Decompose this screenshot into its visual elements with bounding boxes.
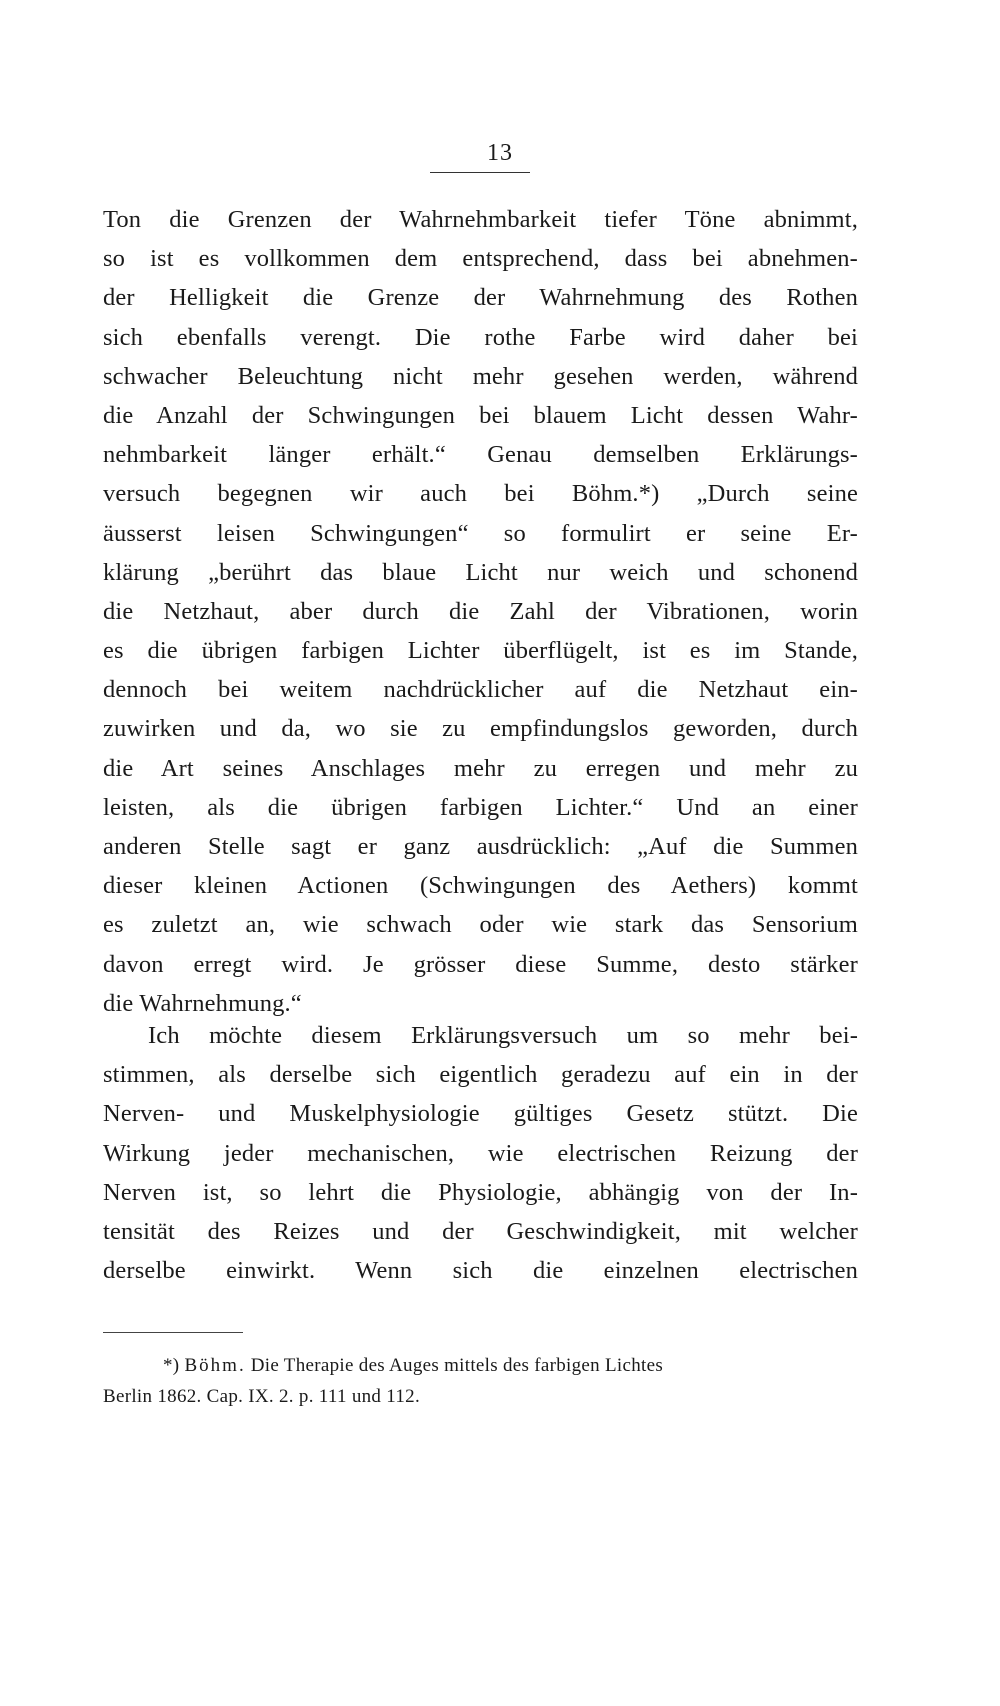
text-line: Ton die Grenzen der Wahrnehmbarkeit tiefer Töne abnimmt, <box>103 206 858 233</box>
page-number: 13 <box>487 140 513 166</box>
text-line: es die übrigen farbigen Lichter überflügelt, ist es im Stande, <box>103 637 858 665</box>
text-line: schwacher Beleuchtung nicht mehr gesehen werden, während <box>103 362 858 390</box>
text-line: zuwirken und da, wo sie zu empfindungslos geworden, durch <box>103 715 858 743</box>
text-line: klärung „berührt das blaue Licht nur weich und schonend <box>103 558 858 586</box>
text-line: stimmen, als derselbe sich eigentlich geradezu auf ein in der <box>103 1061 858 1089</box>
text-line: derselbe einwirkt. Wenn sich die einzelnen electrischen <box>103 1257 858 1285</box>
text-line: Nerven- und Muskelphysiologie gültiges Gesetz stützt. Die <box>103 1100 858 1128</box>
footnote-rule <box>103 1332 243 1333</box>
text-line: die Art seines Anschlages mehr zu erregen und mehr zu <box>103 754 858 782</box>
text-line: die Wahrnehmung.“ <box>103 989 302 1017</box>
footnote <box>103 1350 858 1412</box>
text-line: versuch begegnen wir auch bei Böhm.*) „Durch seine <box>103 480 858 508</box>
footnote-line <box>103 1350 858 1381</box>
footnote-line: Berlin 1862. Cap. IX. 2. p. 111 und 112. <box>103 1386 421 1407</box>
text-line: der Helligkeit die Grenze der Wahrnehmung des Rothen <box>103 284 858 312</box>
text-line: anderen Stelle sagt er ganz ausdrücklich: „Auf die Summen <box>103 833 858 860</box>
paragraph-1 <box>103 200 858 1023</box>
text-line: es zuletzt an, wie schwach oder wie stark das Sensorium <box>103 911 858 939</box>
footnote-title: Die Therapie des Auges mittels des farbigen Lichtes <box>250 1355 664 1376</box>
text-line: nehmbarkeit länger erhält.“ Genau demselben Erklärungs- <box>103 441 858 469</box>
text-line: leisten, als die übrigen farbigen Lichter.“ Und an einer <box>103 793 858 821</box>
text-line: sich ebenfalls verengt. Die rothe Farbe wird daher bei <box>103 323 858 351</box>
text-line: dieser kleinen Actionen (Schwingungen des Aethers) kommt <box>103 872 858 900</box>
text-line: so ist es vollkommen dem entsprechend, dass bei abnehmen- <box>103 245 858 273</box>
text-line: äusserst leisen Schwingungen“ so formulirt er seine Er- <box>103 519 858 547</box>
text-line: Ich möchte diesem Erklärungsversuch um so mehr bei- <box>148 1022 858 1049</box>
footnote-marker: *) <box>163 1355 180 1376</box>
header-rule <box>430 172 530 173</box>
text-line: Nerven ist, so lehrt die Physiologie, abhängig von der In- <box>103 1178 858 1206</box>
paragraph-2 <box>103 1016 858 1290</box>
text-line: die Anzahl der Schwingungen bei blauem Licht dessen Wahr- <box>103 401 858 429</box>
text-line: davon erregt wird. Je grösser diese Summe, desto stärker <box>103 950 858 978</box>
text-line: tensität des Reizes und der Geschwindigkeit, mit welcher <box>103 1217 858 1245</box>
text-line: Wirkung jeder mechanischen, wie electrischen Reizung der <box>103 1139 858 1167</box>
footnote-author: Böhm. <box>184 1355 246 1376</box>
text-line: die Netzhaut, aber durch die Zahl der Vibrationen, worin <box>103 597 858 625</box>
text-line: dennoch bei weitem nachdrücklicher auf die Netzhaut ein- <box>103 676 858 704</box>
